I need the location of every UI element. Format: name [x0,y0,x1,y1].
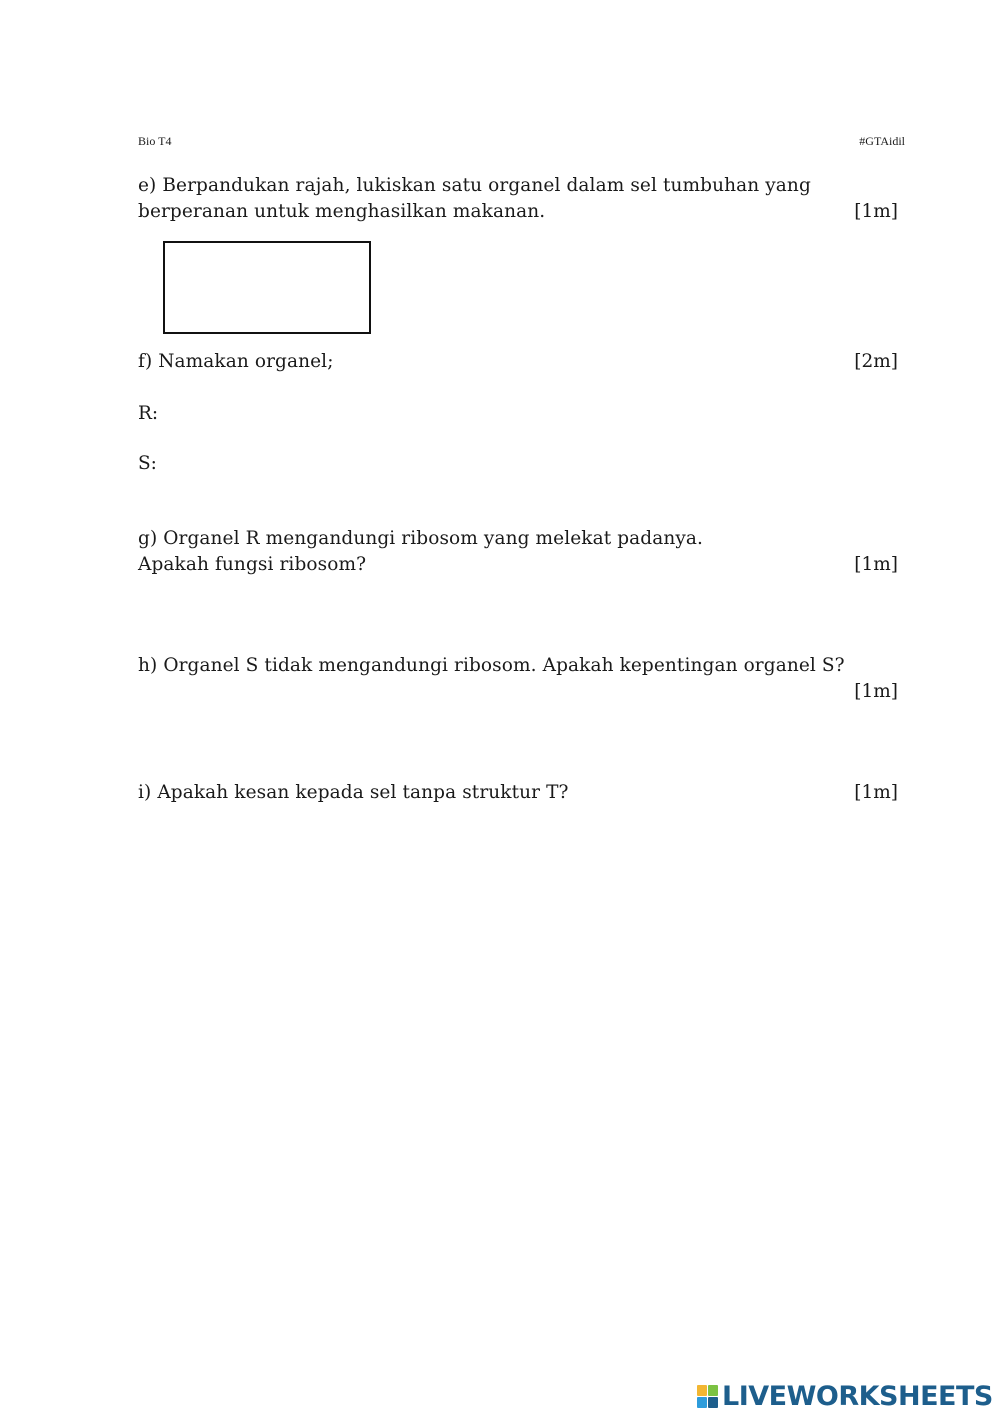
question-f-mark: [2m] [854,351,898,372]
question-h-mark: [1m] [854,681,898,702]
answer-label-r: R: [138,403,159,424]
logo-square-tl [697,1385,707,1396]
logo-brand-text: LIVEWORKSHEETS [722,1381,993,1412]
logo-square-tr [708,1385,718,1396]
question-f-line1: f) Namakan organel; [138,351,334,372]
question-g-line2: Apakah fungsi ribosom? [138,554,367,575]
question-e-mark: [1m] [854,201,898,222]
question-g-mark: [1m] [854,554,898,575]
question-i-mark: [1m] [854,782,898,803]
liveworksheets-logo[interactable] [697,1381,993,1412]
question-i-line1: i) Apakah kesan kepada sel tanpa struktur T? [138,782,569,803]
answer-label-s: S: [138,453,157,474]
logo-square-bl [697,1397,707,1408]
header-right: #GTAidil [859,134,905,148]
drawing-answer-box[interactable] [163,241,371,334]
question-e-line2: berperanan untuk menghasilkan makanan. [138,201,546,222]
header-left: Bio T4 [138,134,172,148]
question-g-line1: g) Organel R mengandungi ribosom yang melekat padanya. [138,528,704,549]
question-h-line1: h) Organel S tidak mengandungi ribosom. Apakah kepentingan organel S? [138,655,845,676]
liveworksheets-logo-icon [697,1385,718,1408]
logo-square-br [708,1397,718,1408]
question-e-line1: e) Berpandukan rajah, lukiskan satu organel dalam sel tumbuhan yang [138,175,811,196]
